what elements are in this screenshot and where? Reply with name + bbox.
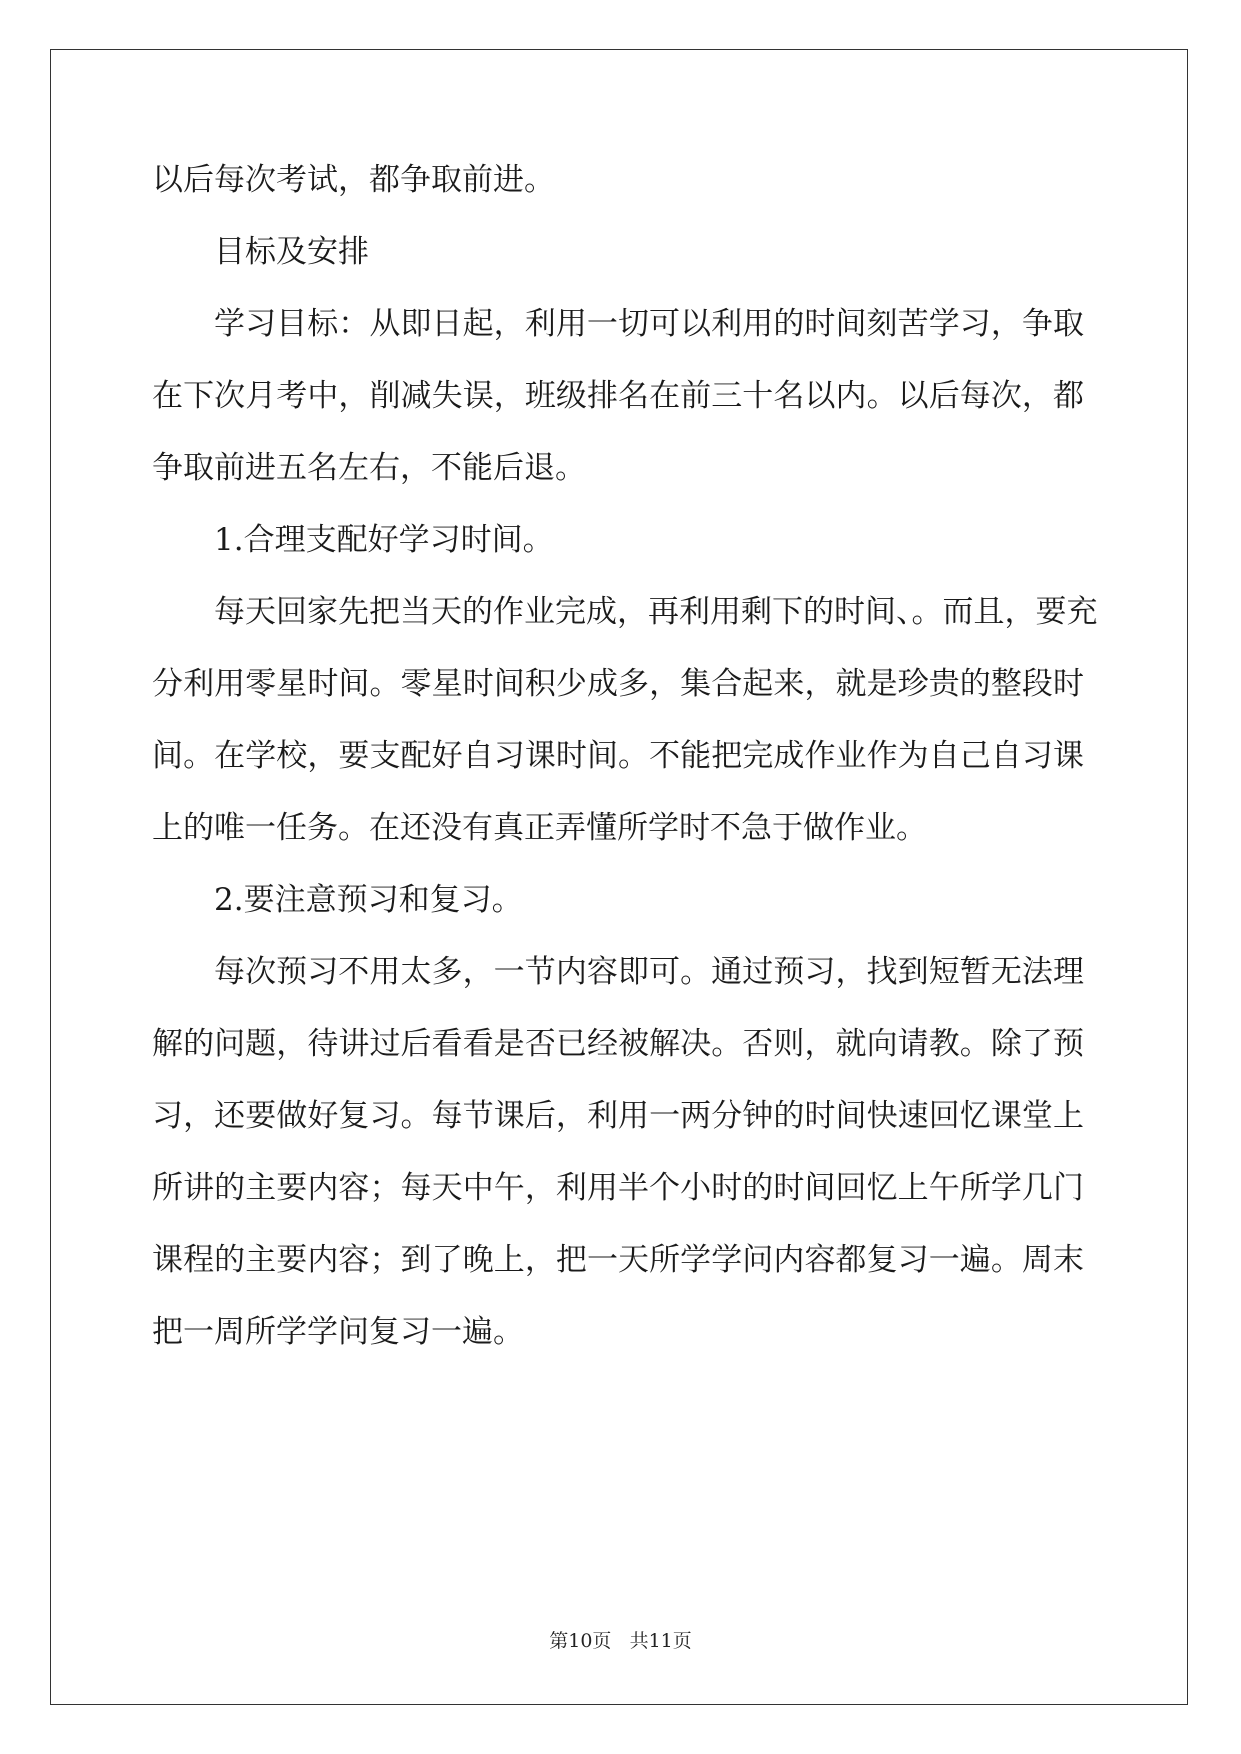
paragraph-line: 在下次月考中，削减失误，班级排名在前三十名以内。以后每次，都: [152, 378, 1084, 414]
paragraph-line: 所讲的主要内容；每天中午，利用半个小时的时间回忆上午所学几门: [152, 1170, 1084, 1206]
paragraph-line: 间。在学校，要支配好自习课时间。不能把完成作业作为自己自习课: [152, 738, 1084, 774]
paragraph-line: 把一周所学学问复习一遍。: [152, 1314, 524, 1350]
paragraph-line: 以后每次考试，都争取前进。: [152, 162, 555, 198]
paragraph-line: 课程的主要内容；到了晚上，把一天所学学问内容都复习一遍。周末: [152, 1242, 1084, 1278]
paragraph-line: 分利用零星时间。零星时间积少成多，集合起来，就是珍贵的整段时: [152, 666, 1084, 702]
list-item-heading: 2.要注意预习和复习。: [214, 882, 523, 918]
page-number: 第10页: [549, 1630, 612, 1652]
paragraph-line: 上的唯一任务。在还没有真正弄懂所学时不急于做作业。: [152, 810, 927, 846]
page-footer: [0, 1626, 1241, 1656]
paragraph-line: 争取前进五名左右，不能后退。: [152, 450, 586, 486]
paragraph-line: 每天回家先把当天的作业完成，再利用剩下的时间、。而且，要充: [214, 594, 1098, 630]
section-heading: 目标及安排: [214, 234, 369, 270]
paragraph-line: 习，还要做好复习。每节课后，利用一两分钟的时间快速回忆课堂上: [152, 1098, 1084, 1134]
page-total: 共11页: [629, 1630, 692, 1652]
paragraph-line: 学习目标：从即日起，利用一切可以利用的时间刻苦学习，争取: [214, 306, 1084, 342]
paragraph-line: 每次预习不用太多，一节内容即可。通过预习，找到短暂无法理: [214, 954, 1084, 990]
list-item-heading: 1.合理支配好学习时间。: [214, 522, 554, 558]
paragraph-line: 解的问题，待讲过后看看是否已经被解决。否则，就向请教。除了预: [152, 1026, 1084, 1062]
